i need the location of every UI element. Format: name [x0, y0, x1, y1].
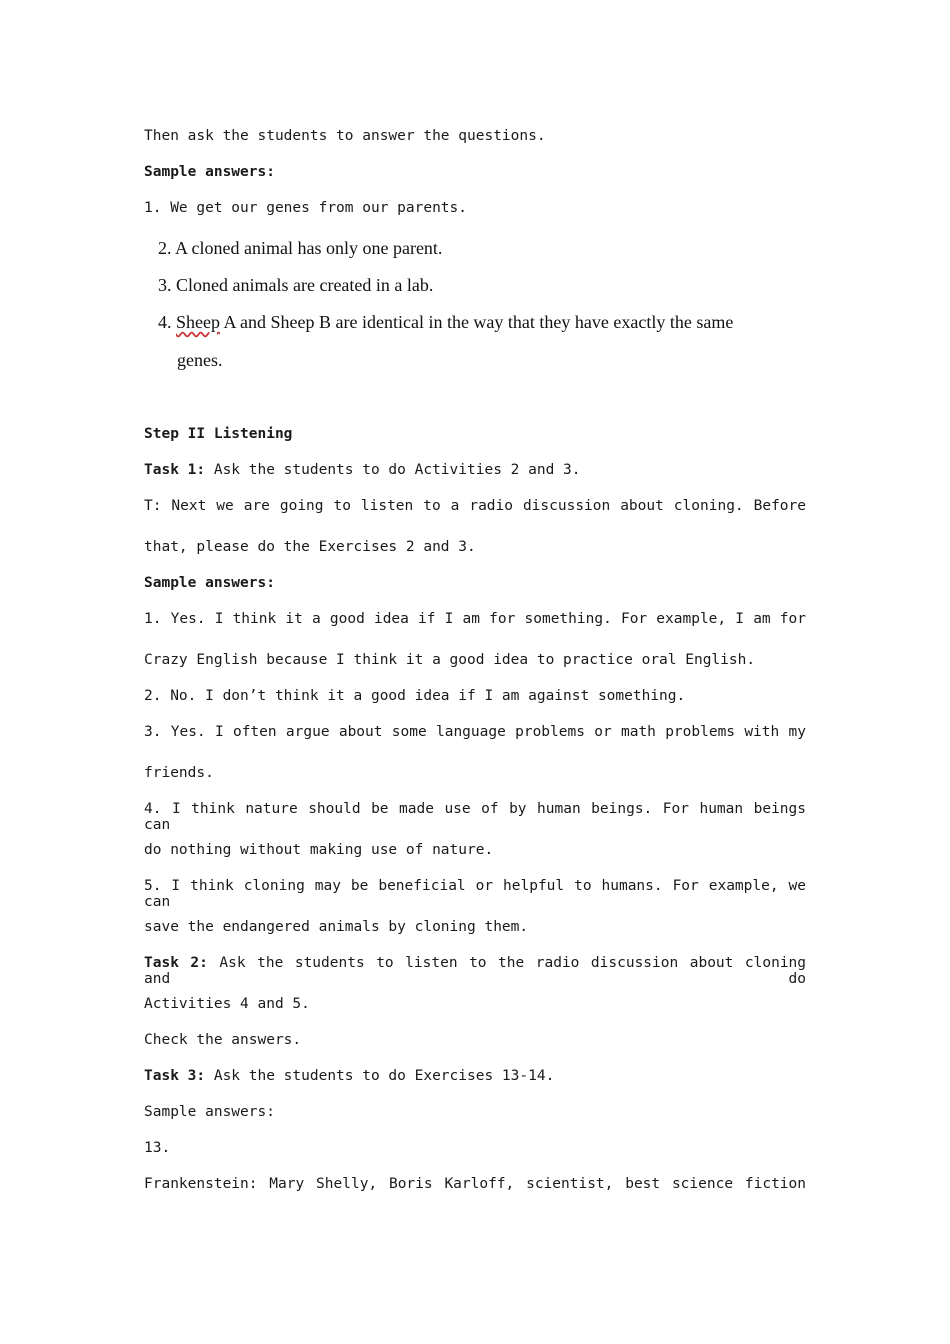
- step-heading: Step II Listening: [144, 426, 293, 442]
- image-answer-4-cont: genes.: [177, 350, 223, 370]
- answer-line: do nothing without making use of nature.: [144, 842, 494, 858]
- answer-1: 1. We get our genes from our parents.: [144, 200, 468, 216]
- task-text: Ask the students to do Activities 2 and 3.: [205, 462, 581, 478]
- task-label: Task 1:: [144, 462, 206, 478]
- answer-line: 5. I think cloning may be beneficial or helpful to humans. For example, we can: [144, 878, 806, 910]
- answer-line: 2. No. I don’t think it a good idea if I am against something.: [144, 688, 686, 704]
- answer-line: 1. Yes. I think it a good idea if I am for something. For example, I am for: [144, 611, 806, 627]
- image-answer-2: 2. A cloned animal has only one parent.: [158, 238, 443, 258]
- answer-line: Crazy English because I think it a good idea to practice oral English.: [144, 652, 756, 668]
- image-answer-3: 3. Cloned animals are created in a lab.: [158, 275, 434, 295]
- frankenstein-line: Frankenstein: Mary Shelly, Boris Karloff, scientist, best science fiction: [144, 1176, 806, 1192]
- task-2-cont: Activities 4 and 5.: [144, 996, 310, 1012]
- answer-line: 3. Yes. I often argue about some language problems or math problems with my: [144, 724, 806, 740]
- answer-4-text: A and Sheep B are identical in the way that they have exactly the same: [220, 312, 734, 332]
- exercise-number: 13.: [144, 1140, 171, 1156]
- sample-answers-heading: Sample answers:: [144, 164, 275, 180]
- task-2: [144, 955, 806, 987]
- answer-line: 4. I think nature should be made use of by human beings. For human beings can: [144, 801, 806, 833]
- spellcheck-word: Sheep: [176, 312, 220, 332]
- teacher-line-cont: that, please do the Exercises 2 and 3.: [144, 539, 476, 555]
- task-3: [144, 1068, 554, 1084]
- intro-line: Then ask the students to answer the questions.: [144, 128, 546, 144]
- teacher-line: T: Next we are going to listen to a radio discussion about cloning. Before: [144, 498, 806, 514]
- task-text: Ask the students to listen to the radio discussion about cloning and do: [144, 955, 807, 987]
- task-1: [144, 462, 581, 478]
- sample-answers-plain: Sample answers:: [144, 1104, 275, 1120]
- sample-answers-heading: Sample answers:: [144, 575, 275, 591]
- answer-4-number: 4.: [158, 312, 176, 332]
- task-label: Task 2:: [144, 955, 208, 971]
- image-answer-4: [158, 312, 733, 333]
- task-label: Task 3:: [144, 1068, 206, 1084]
- task-text: Ask the students to do Exercises 13-14.: [205, 1068, 555, 1084]
- answer-line: save the endangered animals by cloning them.: [144, 919, 529, 935]
- answer-line: friends.: [144, 765, 214, 781]
- check-line: Check the answers.: [144, 1032, 302, 1048]
